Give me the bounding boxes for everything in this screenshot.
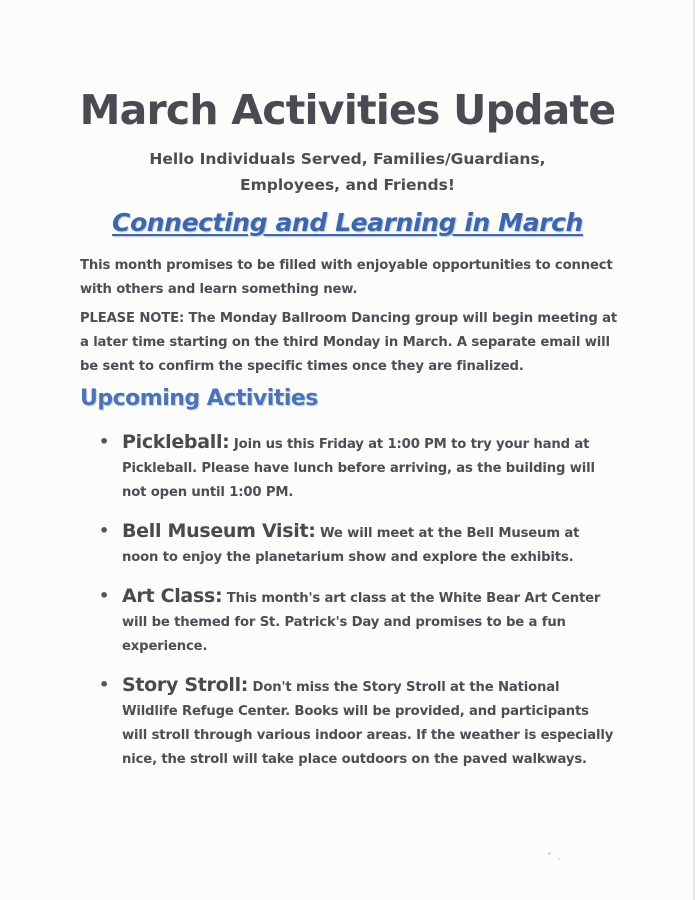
list-item [98, 519, 618, 570]
subheading: Connecting and Learning in March [112, 208, 583, 237]
scan-speck [558, 858, 560, 860]
greeting-line-2: Employees, and Friends! [240, 176, 455, 194]
note-paragraph: PLEASE NOTE: The Monday Ballroom Dancing group will begin meeting at a later time starting on the third Monday in March. A separate email will be sent to confirm the specific times once they are finalized. [80, 311, 618, 374]
bullet-icon: • [99, 586, 110, 605]
activity-text: We will meet at the Bell Museum at noon to enjoy the planetarium show and explore the exhibits. [122, 526, 580, 565]
intro-paragraph: This month promises to be filled with enjoyable opportunities to connect with others and learn something new. [80, 258, 613, 297]
activities-list [98, 430, 618, 786]
greeting [0, 146, 695, 198]
bullet-icon: • [99, 432, 110, 451]
page-title: March Activities Update [79, 86, 616, 134]
greeting-line-1: Hello Individuals Served, Families/Guardians, [149, 150, 546, 168]
list-item [98, 673, 618, 772]
activity-text: This month's art class at the White Bear Art Center will be themed for St. Patrick's Day and promises to be a fun experience. [122, 591, 601, 654]
scan-speck [548, 852, 551, 855]
bullet-icon: • [99, 521, 110, 540]
activities-heading: Upcoming Activities [80, 386, 318, 411]
activity-text: Join us this Friday at 1:00 PM to try your hand at Pickleball. Please have lunch before arriving, as the building will not open until 1:00 PM. [122, 437, 595, 500]
activity-text: Don't miss the Story Stroll at the National Wildlife Refuge Center. Books will be provided, and participants will stroll through various indoor areas. If the weather is especially nice, the stroll will take place outdoors on the paved walkways. [122, 680, 614, 767]
list-item [98, 584, 618, 659]
activity-name: Pickleball: [122, 431, 230, 453]
activity-name: Bell Museum Visit: [122, 520, 316, 542]
activity-name: Art Class: [122, 585, 223, 607]
bullet-icon: • [99, 675, 110, 694]
list-item [98, 430, 618, 505]
activity-name: Story Stroll: [122, 674, 249, 696]
